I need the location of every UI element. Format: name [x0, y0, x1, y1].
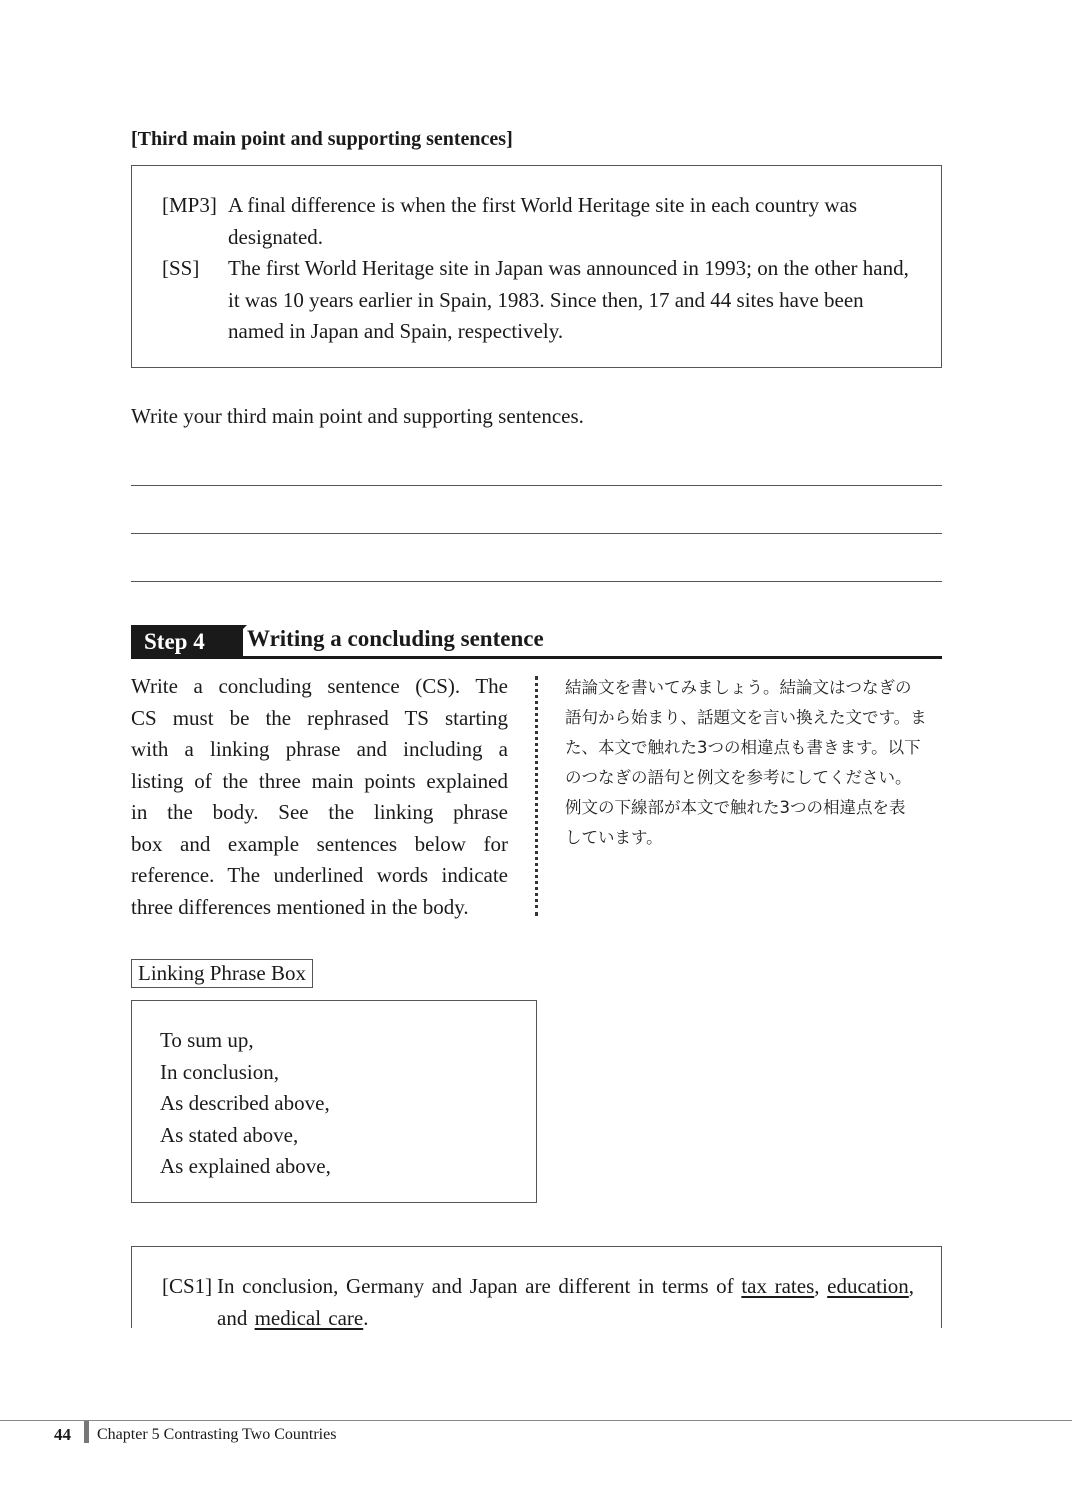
step-underline: [131, 656, 942, 659]
en-line: Write a concluding sentence (CS). The: [131, 674, 508, 698]
linking-phrase-list: [160, 1025, 331, 1183]
ss-tag: [SS]: [162, 256, 200, 280]
cs1-item-tax-rates: tax rates: [741, 1274, 815, 1298]
footer-bar: [84, 1421, 89, 1443]
concluding-sentence-example-box: [131, 1246, 942, 1328]
mp3-text: A final difference is when the first World Heritage site in each country was designated.: [228, 193, 858, 249]
writing-line-3[interactable]: [131, 581, 942, 582]
jp-line: 語句から始まり、話題文を言い換えた文です。ま: [565, 708, 927, 727]
jp-line: 例文の下線部が本文で触れた3つの相違点を表: [565, 798, 906, 817]
cs1-item-education: education: [827, 1274, 909, 1298]
writing-line-2[interactable]: [131, 533, 942, 534]
cs1-sep-2: , and: [217, 1274, 915, 1330]
ss-text: The first World Heritage site in Japan was announced in 1993; on the other hand, it was 10 years earlier in Spain, 1983. Since then, 17 and 44 sites have been named in Japan and Spain, respectively.: [228, 256, 909, 343]
jp-line: しています。: [565, 828, 663, 847]
dotted-separator: [535, 676, 538, 916]
linking-phrase: As stated above,: [160, 1122, 299, 1147]
step-badge-arrow: [215, 625, 247, 657]
linking-phrase: In conclusion,: [160, 1059, 279, 1084]
linking-phrase: To sum up,: [160, 1028, 254, 1052]
en-line: listing of the three main points explained: [131, 768, 508, 793]
linking-phrase-box-label: Linking Phrase Box: [131, 959, 313, 988]
cs1-tag: [CS1]: [162, 1274, 213, 1298]
cs1-text: [217, 1271, 914, 1334]
writing-line-1[interactable]: [131, 485, 942, 486]
en-line: CS must be the rephrased TS starting: [131, 705, 508, 730]
jp-line: 結論文を書いてみましょう。結論文はつなぎの: [565, 678, 912, 697]
page-number: 44: [54, 1425, 71, 1444]
step-label: Step 4: [144, 629, 205, 654]
en-line: box and example sentences below for: [131, 831, 508, 856]
cs1-sep-1: ,: [814, 1274, 820, 1298]
en-line: in the body. See the linking phrase: [131, 800, 508, 824]
en-line: with a linking phrase and including a: [131, 737, 508, 761]
japanese-instructions: [565, 673, 945, 853]
section-heading: [Third main point and supporting sentences]: [131, 128, 513, 150]
en-line: reference. The underlined words indicate: [131, 863, 508, 887]
chapter-title: Chapter 5 Contrasting Two Countries: [97, 1426, 337, 1443]
jp-line: のつなぎの語句と例文を参考にしてください。: [565, 768, 912, 787]
footer-rule: [0, 1420, 1072, 1421]
step-header: [131, 625, 942, 659]
mp3-tag: [MP3]: [162, 193, 217, 217]
jp-line: た、本文で触れた3つの相違点も書きます。以下: [565, 738, 921, 757]
example-box: [131, 165, 942, 368]
cs1-end: .: [363, 1305, 369, 1330]
write-instruction: Write your third main point and supporting sentences.: [131, 404, 584, 428]
linking-phrase: As described above,: [160, 1091, 330, 1115]
cs1-text-before: In conclusion, Germany and Japan are different in terms of: [217, 1274, 734, 1298]
linking-phrase-box: [131, 1000, 537, 1203]
en-line: three differences mentioned in the body.: [131, 894, 469, 919]
linking-phrase: As explained above,: [160, 1154, 331, 1178]
cs1-item-medical-care: medical care: [254, 1305, 364, 1330]
english-instructions: [131, 671, 508, 923]
step-title: Writing a concluding sentence: [247, 626, 544, 651]
